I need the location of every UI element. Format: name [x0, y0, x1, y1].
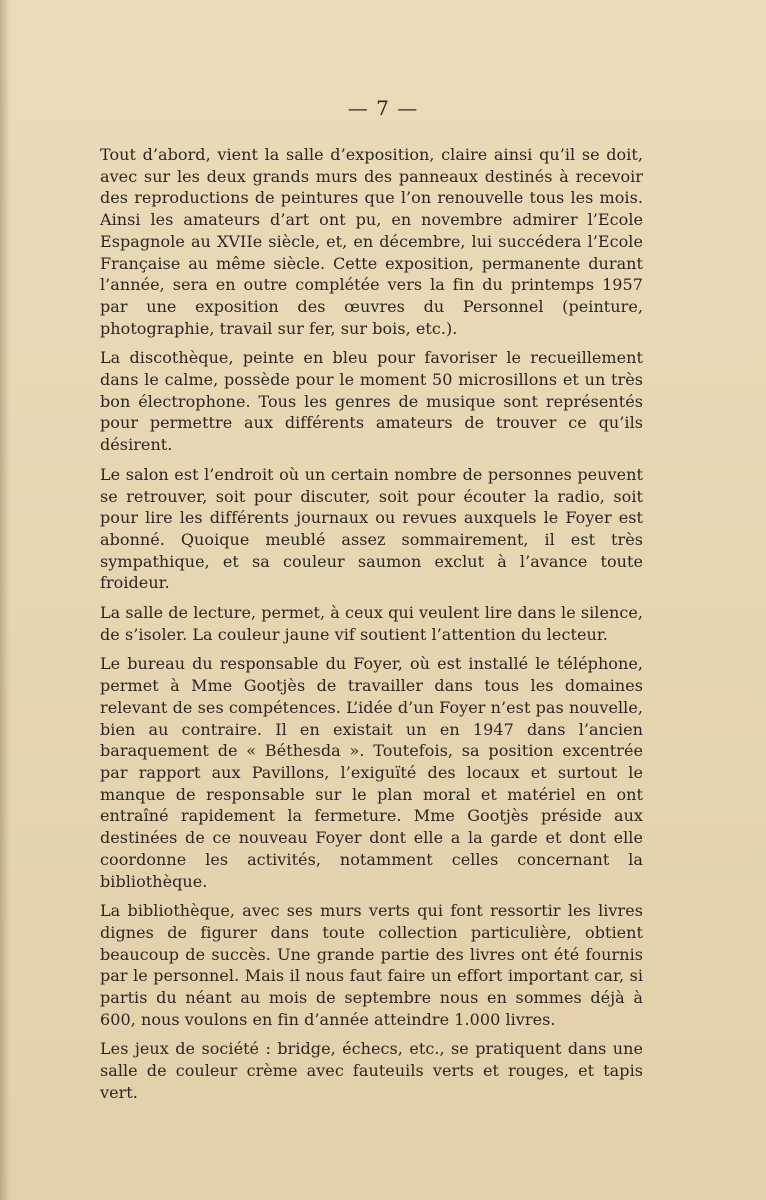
paragraph-bureau: Le bureau du responsable du Foyer, où est installé le téléphone, permet à Mme Gootjès de travailler dans tous les domaines relevant de ses compétences. L’idée d’un Foyer n’est pas nouvelle, bien au contraire. Il en existait un en 1947 dans l’ancien baraquement de « Béthesda ». Toutefois, sa position excentrée par rapport aux Pavillons, l’exiguïté des locaux et surtout le manque de responsable sur le plan moral et matériel en ont entraîné rapidement la fermeture. Mme Gootjès préside aux destinées de ce nouveau Foyer dont elle a la garde et dont elle coordonne les activités, notamment celles concernant la bibliothèque. — [100, 654, 643, 891]
paragraph-discotheque: La discothèque, peinte en bleu pour favoriser le recueillement dans le calme, possède pour le moment 50 microsillons et un très bon électrophone. Tous les genres de musique sont représentés pour permettre aux différents amateurs de trouver ce qu’ils désirent. — [100, 348, 643, 455]
paragraph-salon: Le salon est l’endroit où un certain nombre de personnes peuvent se retrouver, soit pour discuter, soit pour écouter la radio, soit pour lire les différents journaux ou revues auxquels le Foyer est abonné. Quoique meublé assez sommairement, il est très sympathique, et sa couleur saumon exclut à l’avance toute froideur. — [100, 464, 643, 593]
paragraph-jeux: Les jeux de société : bridge, échecs, etc., se pratiquent dans une salle de couleur crème avec fauteuils verts et rouges, et tapis vert. — [100, 1039, 643, 1102]
page-number: — 7 — — [347, 96, 419, 120]
paragraph-bibliotheque: La bibliothèque, avec ses murs verts qui font ressortir les livres dignes de figurer dans toute collection particulière, obtient beaucoup de succès. Une grande partie des livres ont été fournis par le personnel. Mais il nous faut faire un effort important car, si partis du néant au mois de septembre nous en sommes déjà à 600, nous voulons en fin d’année atteindre 1.000 livres. — [100, 901, 643, 1029]
paragraph-salle-lecture: La salle de lecture, permet, à ceux qui veulent lire dans le silence, de s’isoler. La couleur jaune vif soutient l’attention du lecteur. — [100, 603, 643, 644]
paragraph-exposition: Tout d’abord, vient la salle d’exposition, claire ainsi qu’il se doit, avec sur les deux grands murs des panneaux destinés à recevoir des reproductions de peintures que l’on renouvelle tous les mois. Ainsi les amateurs d’art ont pu, en novembre admirer l’Ecole Espagnole au XVIIe siècle, et, en décembre, lui succédera l’Ecole Française au même siècle. Cette exposition, permanente durant l’année, sera en outre complétée vers la fin du printemps 1957 par une exposition des œuvres du Personnel (peinture, photographie, travail sur fer, sur bois, etc.). — [100, 145, 643, 338]
body-text — [100, 144, 643, 1112]
page-binding-edge — [0, 0, 10, 1200]
